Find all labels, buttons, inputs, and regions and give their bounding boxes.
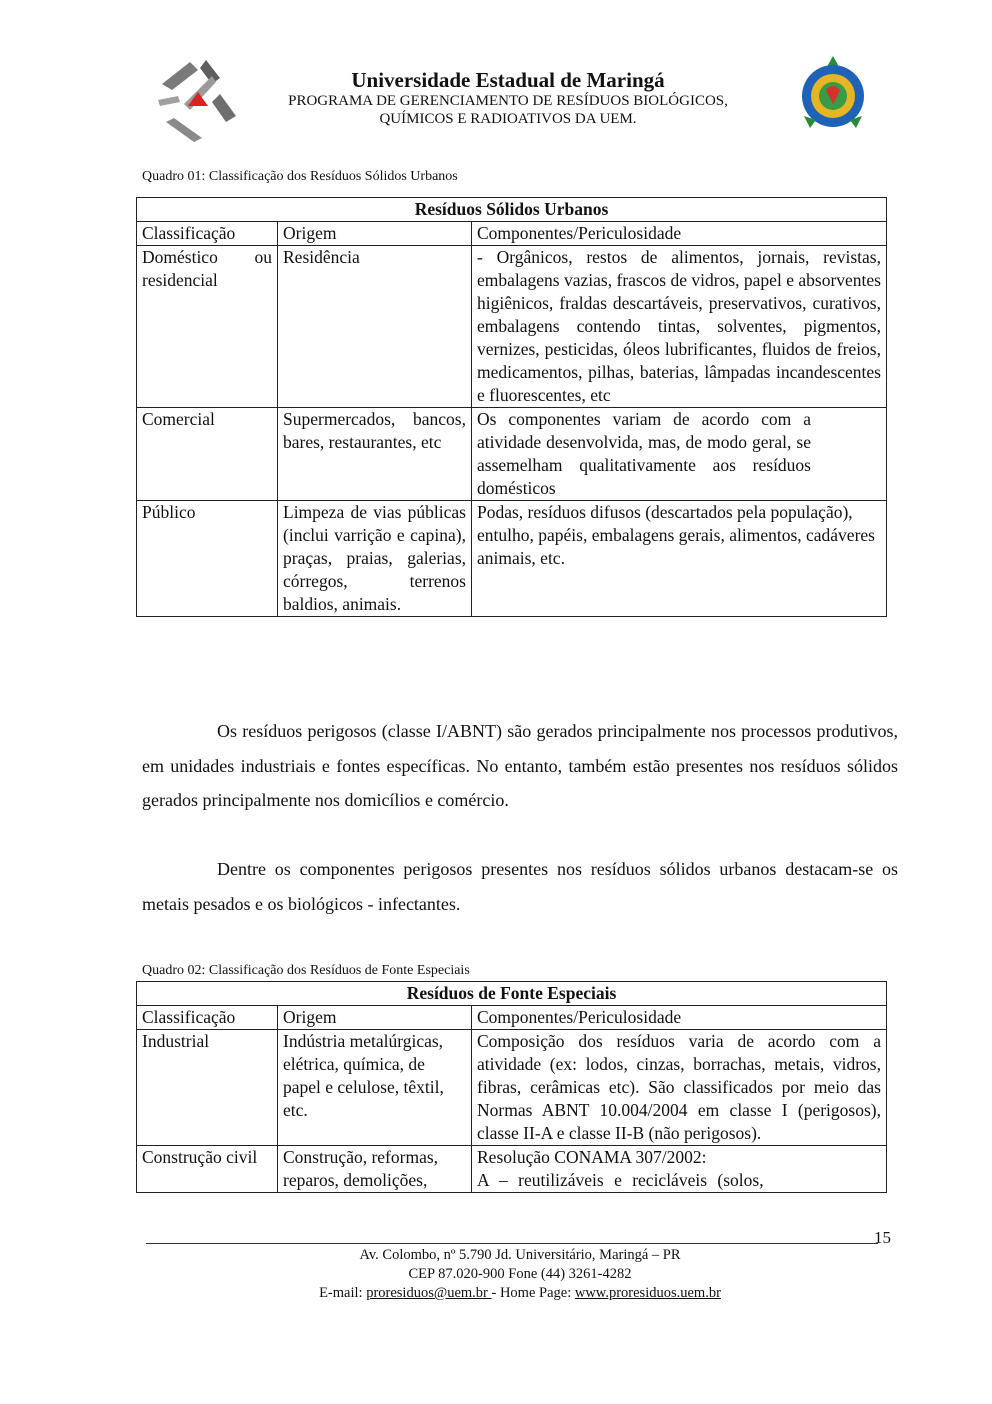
table-title-row [137, 198, 887, 222]
program-name-line2: QUÍMICOS E RADIOATIVOS DA UEM. [379, 111, 637, 127]
footer-contact [146, 1284, 894, 1303]
body-paragraph [142, 852, 898, 921]
column-header: Componentes/Periculosidade [472, 1006, 887, 1030]
homepage-label: - Home Page: [491, 1285, 575, 1301]
cell-line: Resolução CONAMA 307/2002: [477, 1147, 707, 1167]
quadro2-table [136, 981, 887, 1193]
column-header: Classificação [137, 1006, 278, 1030]
page-footer [146, 1246, 894, 1303]
body-paragraph [142, 714, 898, 818]
table-header-row [137, 222, 887, 246]
column-header: Componentes/Periculosidade [472, 222, 887, 246]
footer-address: Av. Colombo, nº 5.790 Jd. Universitário, Maringá – PR [359, 1247, 681, 1263]
paragraph-text: Dentre os componentes perigosos presentes nos resíduos sólidos urbanos destacam-se os metais pesados e os biológicos - infectantes. [142, 859, 898, 914]
quadro1-caption: Quadro 01: Classificação dos Resíduos Sólidos Urbanos [142, 169, 458, 184]
header-text [248, 68, 768, 128]
page-header [150, 54, 870, 146]
table-cell: Os componentes variam de acordo com a atividade desenvolvida, mas, de modo geral, se assemelham qualitativamente aos resíduos domésticos [472, 408, 887, 501]
table-cell: Construção, reformas, reparos, demolições, [278, 1146, 472, 1193]
quadro1-table [136, 197, 887, 617]
column-header: Origem [278, 222, 472, 246]
table-cell: Doméstico ou residencial [137, 246, 278, 408]
table-cell [472, 1146, 887, 1193]
table-cell: Composição dos resíduos varia de acordo com a atividade (ex: lodos, cinzas, borrachas, metais, vidros, fibras, cerâmicas etc). São classificados por meio das Normas ABNT 10.004/2004 em classe I (perigosos), classe II-A e classe II-B (não perigosos). [472, 1030, 887, 1146]
table-title: Resíduos Sólidos Urbanos [137, 198, 887, 222]
table-cell: Industrial [137, 1030, 278, 1146]
email-label: E-mail: [319, 1285, 367, 1301]
homepage-link[interactable]: www.proresiduos.uem.br [574, 1285, 721, 1301]
cell-line: A – reutilizáveis e recicláveis (solos, [477, 1170, 764, 1190]
column-header: Origem [278, 1006, 472, 1030]
table-cell: Indústria metalúrgicas, elétrica, química, de papel e celulose, têxtil, etc. [278, 1030, 472, 1146]
table-cell: Comercial [137, 408, 278, 501]
email-link[interactable]: proresiduos@uem.br [366, 1285, 492, 1301]
table-row [137, 408, 887, 501]
table-cell: Limpeza de vias públicas (inclui varrição e capina), praças, praias, galerias, córregos, terrenos baldios, animais. [278, 501, 472, 617]
table-cell: Residência [278, 246, 472, 408]
program-name-line1: PROGRAMA DE GERENCIAMENTO DE RESÍDUOS BIOLÓGICOS, [288, 93, 728, 109]
table-row [137, 1146, 887, 1193]
table-title: Resíduos de Fonte Especiais [137, 982, 887, 1006]
column-header: Classificação [137, 222, 278, 246]
footer-cep-phone: CEP 87.020-900 Fone (44) 3261-4282 [408, 1266, 632, 1282]
table-title-row [137, 982, 887, 1006]
table-row [137, 246, 887, 408]
university-name: Universidade Estadual de Maringá [351, 68, 665, 92]
footer-divider [146, 1243, 878, 1244]
table-cell: Supermercados, bancos, bares, restaurantes, etc [278, 408, 472, 501]
table-cell: Construção civil [137, 1146, 278, 1193]
table-row [137, 1030, 887, 1146]
table-row [137, 501, 887, 617]
table-cell: Podas, resíduos difusos (descartados pela população), entulho, papéis, embalagens gerais, alimentos, cadáveres animais, etc. [472, 501, 887, 617]
page-number: 15 [874, 1228, 891, 1247]
proresiduos-logo-icon [796, 54, 870, 132]
uem-logo-icon [154, 56, 242, 142]
table-header-row [137, 1006, 887, 1030]
quadro2-caption: Quadro 02: Classificação dos Resíduos de Fonte Especiais [142, 963, 470, 978]
paragraph-text: Os resíduos perigosos (classe I/ABNT) são gerados principalmente nos processos produtivos, em unidades industriais e fontes específicas. No entanto, também estão presentes nos resíduos sólidos gerados principalmente nos domicílios e comércio. [142, 721, 898, 810]
table-cell: Público [137, 501, 278, 617]
table-cell: - Orgânicos, restos de alimentos, jornais, revistas, embalagens vazias, frascos de vidros, papel e absorventes higiênicos, fraldas descartáveis, preservativos, curativos, embalagens contendo tintas, solventes, pigmentos, vernizes, pesticidas, óleos lubrificantes, fluidos de freios, medicamentos, pilhas, baterias, lâmpadas incandescentes e fluorescentes, etc [472, 246, 887, 408]
